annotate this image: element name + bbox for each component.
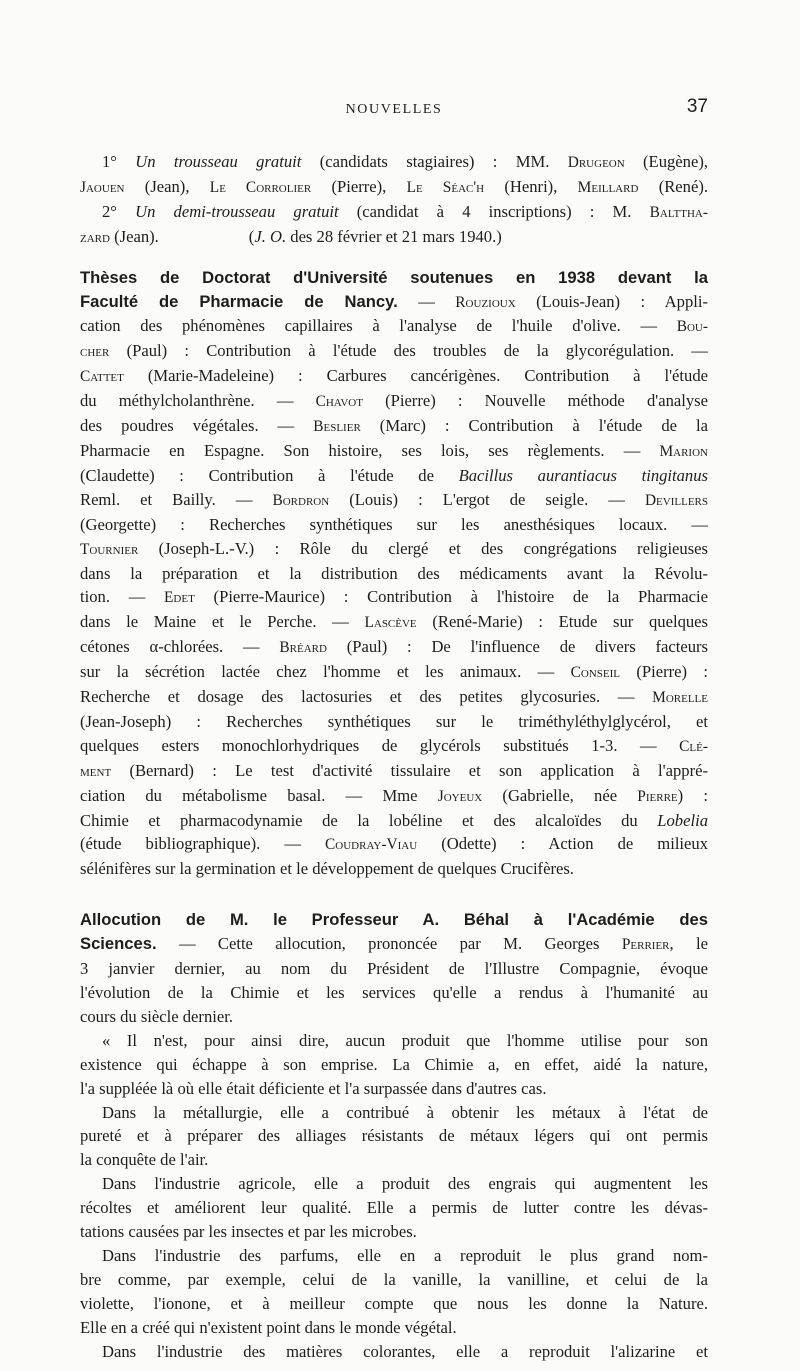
text-line: tion. — Edet (Pierre-Maurice) : Contribution à l'histoire de la Pharmacie <box>80 587 709 607</box>
text-line: 1° Un trousseau gratuit (candidats stagiaires) : MM. Drugeon (Eugène), <box>102 152 708 171</box>
text-line: Pharmacie en Espagne. Son histoire, ses lois, ses règlements. — Marion <box>80 440 708 460</box>
text-line: dans le Maine et le Perche. — Lascève (René-Marie) : Etude sur quelques <box>80 612 708 632</box>
author-name: Meillard <box>577 178 639 196</box>
text-line: quelques esters monochlorhydriques de glycérols substitués 1-3. — Clé- <box>80 735 708 755</box>
text-line: Recherche et dosage des lactosuries et des petites glycosuries. — Morelle <box>80 687 708 707</box>
author-name: Bréard <box>279 639 327 657</box>
author-name: Lascève <box>364 614 417 632</box>
section-heading <box>80 266 708 290</box>
text-line: Jaouen (Jean), Le Corrolier (Pierre), Le Séac'h (Henri), Meillard (René). <box>80 176 709 196</box>
text-line: (Claudette) : Contribution à l'étude de Bacillus aurantiacus tingitanus <box>80 465 708 485</box>
text-line: dans la préparation et la distribution des médicaments avant la Révolu- <box>80 563 708 583</box>
author-name: Bou- <box>676 318 708 336</box>
author-name: Devillers <box>644 491 708 509</box>
author-name: Jaouen <box>80 178 125 196</box>
italic-text: Lobelia <box>657 810 708 830</box>
running-title: NOUVELLES <box>345 102 443 117</box>
text-line: cétones α-chlorées. — Bréard (Paul) : De l'influence de divers facteurs <box>80 637 709 657</box>
text-line: récoltes et améliorent leur qualité. Elle a permis de lutter contre les dévas- <box>80 1198 708 1218</box>
author-name: cher <box>80 343 110 361</box>
allocution-section <box>80 908 708 1363</box>
author-name: Edet <box>164 589 195 607</box>
bold-text: Sciences. <box>80 934 157 954</box>
text-line: bre comme, par exemple, celui de la vanille, la vanilline, et celui de la <box>80 1269 708 1289</box>
text-line: Reml. et Bailly. — Bordron (Louis) : L'ergot de seigle. — Devillers <box>80 489 708 509</box>
author-name: Perrier <box>621 936 670 954</box>
page-header <box>80 96 708 126</box>
text-line: Sciences. — Cette allocution, prononcée par M. Georges Perrier, le <box>80 934 708 954</box>
text-line: 2° Un demi-trousseau gratuit (candidat à 4 inscriptions) : M. Balttha- <box>102 201 708 221</box>
text-line: Chimie et pharmacodynamie de la lobéline et des alcaloïdes du Lobelia <box>80 810 708 830</box>
text-line: (Jean-Joseph) : Recherches synthétiques sur le triméthyléthylglycérol, et <box>80 711 708 731</box>
author-name: Balttha- <box>649 203 708 221</box>
author-name: Morelle <box>652 689 708 707</box>
bold-text: Allocution de M. le Professeur A. Béhal à l'Académie des <box>80 910 708 930</box>
text-line: sur la sécrétion lactée chez l'homme et les animaux. — Conseil (Pierre) : <box>80 662 708 682</box>
author-name: Bordron <box>272 491 330 509</box>
author-name: Cattet <box>80 368 124 386</box>
text-line: « Il n'est, pour ainsi dire, aucun produit que l'homme utilise pour son <box>102 1030 708 1050</box>
text-line: des poudres végétales. — Beslier (Marc) : Contribution à l'étude de la <box>80 416 708 436</box>
author-name: Marion <box>659 442 708 460</box>
text-line: Cattet (Marie-Madeleine) : Carbures cancérigènes. Contribution à l'étude <box>80 366 708 386</box>
author-name: Le Corrolier <box>209 178 312 196</box>
author-name: Drugeon <box>567 154 625 171</box>
author-name: Chavot <box>315 393 363 411</box>
text-line: du méthylcholanthrène. — Chavot (Pierre) : Nouvelle méthode d'analyse <box>80 391 708 411</box>
text-line: tations causées par les insectes et par les microbes. <box>80 1222 417 1242</box>
text-line: l'a suppléée là où elle était déficiente et l'a surpassée dans d'autres cas. <box>80 1078 547 1098</box>
text-line: Dans la métallurgie, elle a contribué à obtenir les métaux à l'état de <box>102 1102 708 1122</box>
bold-text: Faculté de Pharmacie de Nancy. <box>80 291 398 311</box>
text-line: Faculté de Pharmacie de Nancy. — Rouzioux (Louis-Jean) : Appli- <box>80 291 709 311</box>
bold-text: Thèses de Doctorat d'Université soutenues en 1938 devant la <box>80 267 708 287</box>
italic-text: Un demi-trousseau gratuit <box>135 201 339 221</box>
text-line: l'évolution de la Chimie et les services qu'elle a rendus à l'humanité au <box>80 983 708 1002</box>
author-name: Beslier <box>313 418 361 436</box>
text-line: cation des phénomènes capillaires à l'analyse de l'huile d'olive. — Bou- <box>80 316 708 336</box>
text-line: Elle en a créé qui n'existent point dans le monde végétal. <box>80 1317 457 1337</box>
italic-text: J. O. <box>254 226 287 246</box>
author-name: Pierre <box>637 787 678 805</box>
text-line: la conquête de l'air. <box>80 1150 209 1170</box>
text-line: ciation du métabolisme basal. — Mme Joyeux (Gabrielle, née Pierre) : <box>80 785 708 805</box>
text-line: Dans l'industrie des parfums, elle en a reproduit le plus grand nom- <box>102 1245 708 1265</box>
section-heading <box>80 908 708 932</box>
text-line: Tournier (Joseph-L.-V.) : Rôle du clergé et des congrégations religieuses <box>80 538 708 558</box>
text-line: ment (Bernard) : Le test d'activité tissulaire et son application à l'appré- <box>80 760 708 780</box>
author-name: zard <box>80 228 110 246</box>
page-number: 37 <box>686 96 708 117</box>
author-name: Tournier <box>80 540 139 558</box>
text-line: pureté et à préparer des alliages résistants de métaux légers qui ont permis <box>80 1126 708 1146</box>
text-line: (étude bibliographique). — Coudray-Viau (Odette) : Action de milieux <box>80 834 709 854</box>
author-name: Joyeux <box>437 787 483 805</box>
text-line: (Georgette) : Recherches synthétiques sur les anesthésiques locaux. — <box>80 514 708 534</box>
text-line: sélénifères sur la germination et le développement de quelques Crucifères. <box>80 859 574 879</box>
body-text <box>80 150 708 1364</box>
text-line: violette, l'ionone, et à meilleur compte que nous les donne la Nature. <box>80 1293 708 1313</box>
text-line: cher (Paul) : Contribution à l'étude des troubles de la glycorégulation. — <box>80 341 708 361</box>
theses-section <box>80 266 708 882</box>
author-name: ment <box>80 762 112 780</box>
text-line: Dans l'industrie agricole, elle a produit des engrais qui augmentent les <box>102 1174 708 1194</box>
text-line: cours du siècle dernier. <box>80 1006 233 1026</box>
italic-text: Un trousseau gratuit <box>135 152 302 171</box>
text-line: zard (Jean). (J. O. des 28 février et 21 mars 1940.) <box>80 226 502 246</box>
italic-text: Bacillus aurantiacus tingitanus <box>458 465 708 485</box>
text-line: 3 janvier dernier, au nom du Président de l'Illustre Compagnie, évoque <box>80 959 708 979</box>
awards-paragraph <box>80 150 708 250</box>
author-name: Conseil <box>570 664 620 682</box>
author-name: Rouzioux <box>455 293 516 311</box>
text-line: Dans l'industrie des matières colorantes, elle a reproduit l'alizarine et <box>102 1341 708 1361</box>
author-name: Clé- <box>679 737 708 755</box>
author-name: Le Séac'h <box>406 178 485 196</box>
author-name: Coudray-Viau <box>325 836 418 854</box>
text-line: existence qui échappe à son emprise. La Chimie a, en effet, aidé la nature, <box>80 1054 708 1074</box>
